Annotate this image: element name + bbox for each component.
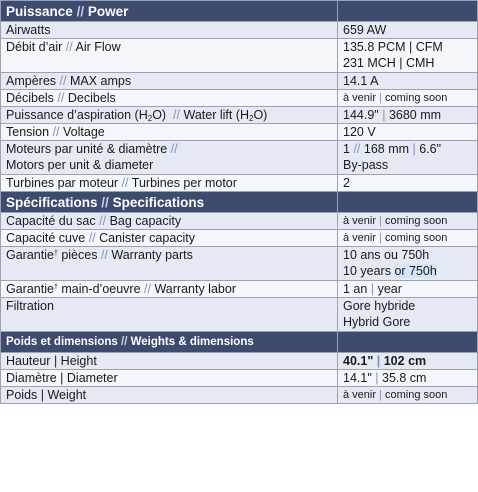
section-header-specifications [1, 192, 478, 213]
value-line-2: By-pass [343, 158, 389, 172]
label-fr: Capacité du sac [6, 214, 96, 228]
value-hours-highlight: or 750h [394, 264, 437, 278]
value-separator: | [382, 108, 386, 122]
label-airwatts: Airwatts [1, 22, 338, 39]
header-fr: Poids et dimensions [6, 336, 118, 348]
subscript: 2 [249, 114, 254, 123]
separator: // [99, 214, 107, 228]
value-fr: à venir [343, 92, 377, 104]
label-fr: Tension [6, 125, 50, 139]
value-turbines: 2 [338, 175, 478, 192]
separator: // [65, 40, 73, 54]
label-fr-end: pièces [57, 248, 98, 262]
table-row-bag [1, 213, 478, 230]
section-header-power [1, 1, 478, 22]
table-row-waterlift [1, 107, 478, 124]
value-separator: | [370, 282, 375, 296]
value-line-1: 10 ans ou 750h [343, 248, 430, 262]
label-fr: Garantie [6, 282, 54, 296]
label-en: Decibels [67, 91, 116, 105]
value-mm: 3680 mm [388, 108, 442, 122]
label-en: Canister capacity [99, 231, 196, 245]
value-inches: 14.1" [343, 371, 372, 385]
header-en: Power [87, 4, 129, 19]
label-fr: Puissance d’aspiration (H [6, 108, 148, 122]
label-en: Warranty labor [154, 282, 236, 296]
separator: // [57, 91, 65, 105]
value-inches: 40.1" [343, 354, 374, 368]
value-amps: 14.1 A [338, 73, 478, 90]
label-en: Warranty parts [111, 248, 193, 262]
value-fr: à venir [343, 215, 377, 227]
separator: // [101, 195, 109, 210]
label-fr: Moteurs par unité & diamètre [6, 142, 168, 156]
value-separator: | [379, 215, 382, 227]
value-en: coming soon [385, 389, 448, 401]
separator: // [100, 248, 108, 262]
table-row-warranty-parts [1, 247, 478, 281]
header-en: Weights & dimensions [130, 336, 254, 348]
table-row-motors [1, 141, 478, 175]
label-en-end: O) [253, 108, 268, 122]
separator: // [353, 142, 361, 156]
label-en: Water lift (H [183, 108, 249, 122]
value-line-2: Hybrid Gore [343, 315, 411, 329]
value-separator: | [379, 232, 382, 244]
value-en: coming soon [385, 92, 448, 104]
value-separator: | [412, 142, 416, 156]
header-fr: Puissance [6, 4, 73, 19]
separator: // [121, 176, 129, 190]
table-row-height [1, 353, 478, 370]
value-airwatts: 659 AW [338, 22, 478, 39]
section-header-dimensions [1, 332, 478, 353]
table-row-airflow [1, 39, 478, 73]
separator: // [88, 231, 96, 245]
label-fr: Débit d’air [6, 40, 63, 54]
label-fr-end: O) [152, 108, 167, 122]
label-fr: Garantie [6, 248, 54, 262]
label-diameter: Diamètre | Diameter [1, 370, 338, 387]
table-row-diameter [1, 370, 478, 387]
label-fr: Turbines par moteur [6, 176, 119, 190]
value-cm: 102 cm [383, 354, 427, 368]
value-line-1: Gore hybride [343, 299, 416, 313]
separator: // [173, 108, 180, 122]
value-fr: à venir [343, 232, 377, 244]
value-en: coming soon [385, 215, 448, 227]
value-cm: 35.8 cm [382, 371, 427, 385]
value-en: year [377, 282, 402, 296]
label-filtration: Filtration [1, 298, 338, 332]
value-fr: à venir [343, 389, 377, 401]
separator: // [59, 74, 67, 88]
value-separator: | [379, 389, 382, 401]
label-fr: Décibels [6, 91, 54, 105]
table-row-filtration [1, 298, 478, 332]
value-inches: 6.6" [419, 142, 442, 156]
value-en: coming soon [385, 232, 448, 244]
label-weight: Poids | Weight [1, 387, 338, 404]
label-en: Motors per unit & diameter [6, 158, 154, 172]
table-row-airwatts [1, 22, 478, 39]
label-en: Bag capacity [109, 214, 182, 228]
table-row-weight [1, 387, 478, 404]
label-fr: Ampères [6, 74, 57, 88]
label-en: Air Flow [75, 40, 121, 54]
table-row-turbines [1, 175, 478, 192]
value-separator: | [375, 371, 379, 385]
label-en: MAX amps [69, 74, 132, 88]
label-fr-end: main-d’oeuvre [57, 282, 141, 296]
value-separator: | [376, 354, 381, 368]
subscript: 2 [147, 114, 153, 123]
table-row-amps [1, 73, 478, 90]
table-row-decibels [1, 90, 478, 107]
header-fr: Spécifications [6, 195, 98, 210]
value-mm: 168 mm [363, 142, 410, 156]
table-row-voltage [1, 124, 478, 141]
dagger-mark: † [53, 284, 58, 291]
separator: // [52, 125, 60, 139]
value-line-2: 231 MCH | CMH [343, 56, 435, 70]
value-voltage: 120 V [338, 124, 478, 141]
value-count: 1 [343, 142, 350, 156]
label-en: Turbines per motor [131, 176, 237, 190]
separator: // [121, 336, 128, 348]
value-separator: | [379, 92, 382, 104]
dagger-mark: † [53, 250, 58, 257]
label-height: Hauteur | Height [1, 353, 338, 370]
label-en: Voltage [63, 125, 105, 139]
header-en: Specifications [112, 195, 205, 210]
separator: // [76, 4, 85, 19]
value-inches: 144.9" [343, 108, 379, 122]
separator: // [144, 282, 151, 296]
separator: // [170, 142, 178, 156]
table-row-canister [1, 230, 478, 247]
table-row-warranty-labor [1, 281, 478, 298]
label-fr: Capacité cuve [6, 231, 86, 245]
value-line-1: 135.8 PCM | CFM [343, 40, 443, 54]
value-fr: 1 an [343, 282, 368, 296]
value-years: 10 years [343, 264, 391, 278]
